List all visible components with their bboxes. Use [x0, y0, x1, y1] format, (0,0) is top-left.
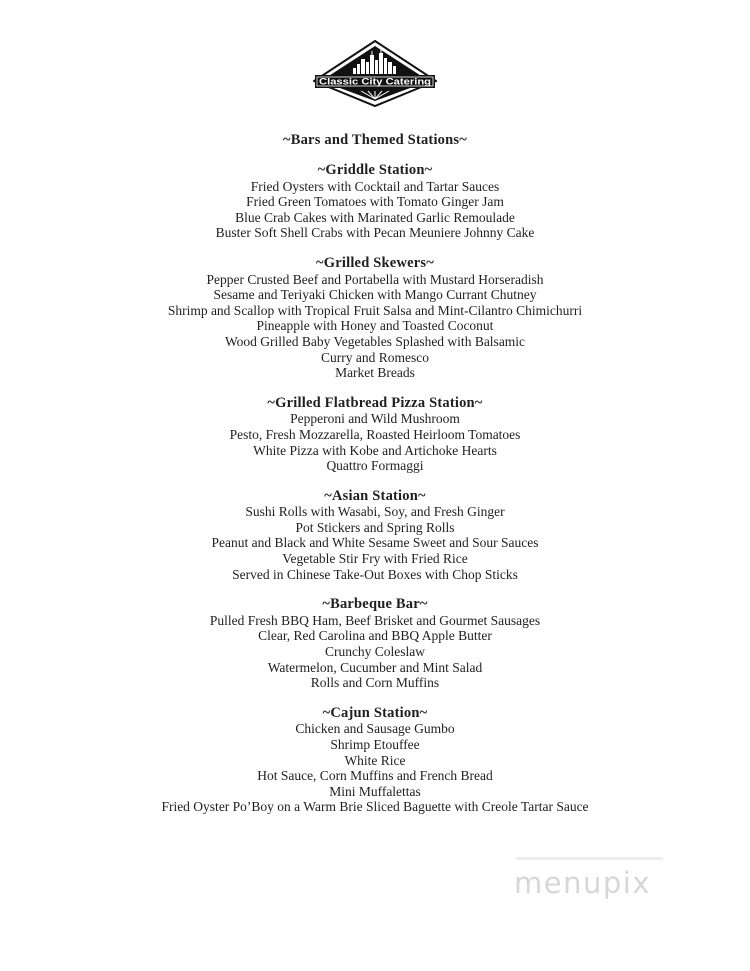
section-title: ~Barbeque Bar~ [322, 596, 428, 613]
menu-item: Pesto, Fresh Mozzarella, Roasted Heirloom Tomatoes [229, 426, 521, 442]
section-title: ~Griddle Station~ [317, 162, 433, 178]
menu-item: Vegetable Stir Fry with Fried Rice [282, 551, 468, 567]
menu-item: Chicken and Sausage Gumbo [295, 721, 455, 737]
section-title: ~Grilled Flatbread Pizza Station~ [267, 394, 483, 411]
menu-item: Market Breads [335, 365, 415, 381]
menu-item: Watermelon, Cucumber and Mint Salad [267, 659, 483, 675]
section-title: ~Asian Station~ [324, 487, 426, 504]
watermark-divider [516, 857, 663, 860]
menu-item: Peanut and Black and White Sesame Sweet and Sour Sauces [211, 535, 539, 551]
menu-item: Fried Oysters with Cocktail and Tartar Sauces [250, 178, 500, 194]
menu-item: White Pizza with Kobe and Artichoke Hearts [253, 442, 497, 458]
menu-item: Blue Crab Cakes with Marinated Garlic Remoulade [235, 209, 515, 225]
menu-item: Pineapple with Honey and Toasted Coconut [256, 318, 494, 334]
section-grilled-skewers [0, 256, 750, 381]
menu-item: Wood Grilled Baby Vegetables Splashed with Balsamic [224, 333, 526, 349]
menu-item: White Rice [344, 752, 406, 768]
menu-item: Clear, Red Carolina and BBQ Apple Butter [258, 628, 492, 644]
menu-item: Rolls and Corn Muffins [310, 675, 440, 691]
menu-item: Buster Soft Shell Crabs with Pecan Meuniere Johnny Cake [215, 225, 535, 241]
menu-item: Mini Muffalettas [329, 783, 421, 799]
menu-item: Fried Oyster Po’Boy on a Warm Brie Sliced Baguette with Creole Tartar Sauce [161, 799, 589, 815]
section-barbeque-bar [0, 597, 750, 691]
menu-item: Pulled Fresh BBQ Ham, Beef Brisket and Gourmet Sausages [209, 612, 541, 628]
menu-item: Shrimp and Scallop with Tropical Fruit Salsa and Mint-Cilantro Chimichurri [167, 302, 583, 318]
menu-item: Hot Sauce, Corn Muffins and French Bread [257, 768, 493, 784]
menu-item: Pot Stickers and Spring Rolls [295, 519, 455, 535]
menu-item: Curry and Romesco [321, 349, 429, 365]
logo [0, 0, 750, 108]
menu-item: Pepper Crusted Beef and Portabella with Mustard Horseradish [206, 271, 544, 287]
menu-item: Quattro Formaggi [326, 458, 424, 474]
menu-item: Crunchy Coleslaw [324, 644, 426, 660]
menu-item: Served in Chinese Take-Out Boxes with Chop Sticks [232, 566, 518, 582]
logo-text: Classic City Catering [319, 76, 431, 87]
section-asian-station [0, 489, 750, 583]
section-grilled-flatbread-pizza-station [0, 396, 750, 474]
section-griddle-station [0, 163, 750, 241]
section-cajun-station [0, 706, 750, 815]
menupix-watermark: menupix [514, 866, 651, 900]
classic-city-catering-logo [313, 40, 437, 108]
menu-item: Shrimp Etouffee [330, 737, 420, 752]
menu-item: Pepperoni and Wild Mushroom [290, 411, 460, 427]
menu-item: Sushi Rolls with Wasabi, Soy, and Fresh Ginger [245, 504, 505, 520]
section-title: ~Grilled Skewers~ [316, 254, 434, 271]
section-title: ~Cajun Station~ [322, 704, 428, 721]
page-title: ~Bars and Themed Stations~ [283, 132, 467, 148]
menu-item: Sesame and Teriyaki Chicken with Mango Currant Chutney [213, 287, 537, 303]
menu-item: Fried Green Tomatoes with Tomato Ginger Jam [246, 194, 504, 210]
